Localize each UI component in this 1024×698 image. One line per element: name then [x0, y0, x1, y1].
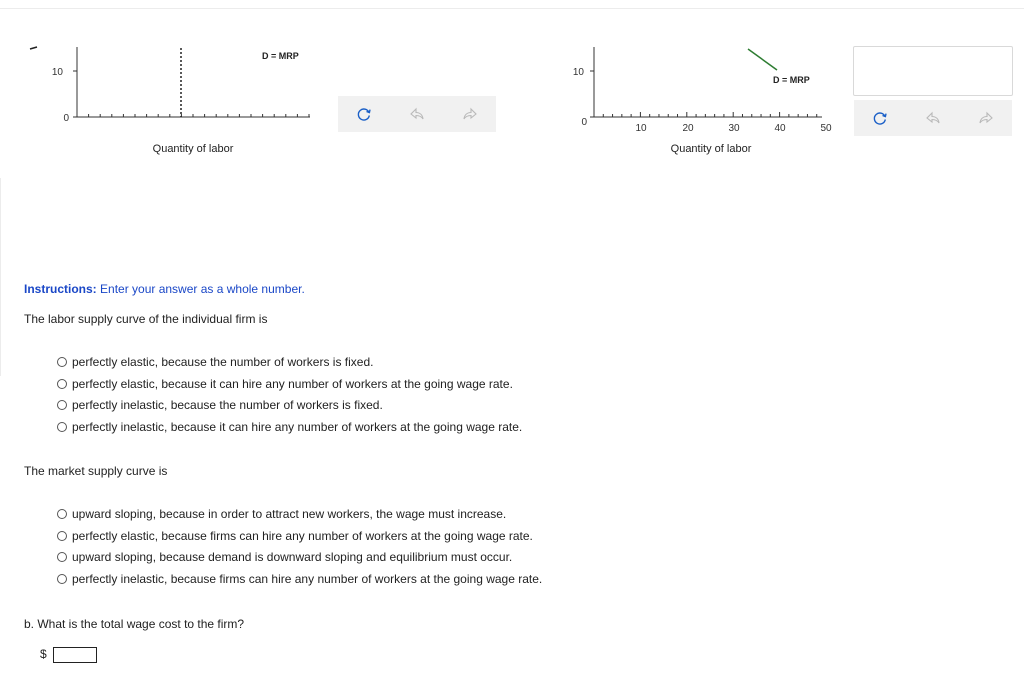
total-wage-cost-input[interactable]: [53, 647, 97, 663]
right-graph[interactable]: [0, 0, 850, 175]
option-label: perfectly inelastic, because firms can hire any number of workers at the going wage rate.: [72, 571, 543, 586]
right-x-tick-label-10: 10: [635, 123, 647, 134]
redo-icon: [978, 110, 994, 126]
right-x-tick-label-40: 40: [774, 123, 786, 134]
right-x-tick-label-20: 20: [682, 123, 694, 134]
right-demand-label: D = MRP: [773, 75, 810, 85]
left-y-tick-label-0: 0: [63, 113, 69, 124]
option-label: upward sloping, because in order to attract new workers, the wage must increase.: [72, 506, 507, 521]
left-x-axis-label: Quantity of labor: [152, 143, 234, 155]
question1-prompt: The labor supply curve of the individual firm is: [24, 312, 268, 326]
question1-option[interactable]: [57, 373, 522, 395]
radio-button[interactable]: [57, 509, 67, 519]
question2-option[interactable]: [57, 546, 542, 568]
question1-option[interactable]: [57, 351, 522, 373]
radio-button[interactable]: [57, 574, 67, 584]
question2-option[interactable]: [57, 568, 542, 590]
question2-option[interactable]: [57, 503, 542, 525]
radio-button[interactable]: [57, 552, 67, 562]
question2-prompt: The market supply curve is: [24, 464, 168, 478]
question3-prompt: b. What is the total wage cost to the firm?: [24, 617, 245, 631]
option-label: perfectly elastic, because firms can hire any number of workers at the going wage rate.: [72, 528, 533, 543]
right-x-axis-label: Quantity of labor: [670, 143, 752, 155]
right-x-tick-label-50: 50: [820, 123, 832, 134]
option-label: perfectly elastic, because it can hire any number of workers at the going wage rate.: [72, 376, 513, 391]
question2-options: [57, 503, 542, 590]
instructions: [24, 282, 305, 296]
reset-icon: [872, 110, 888, 126]
right-undo-button[interactable]: [922, 107, 944, 129]
right-demand-curve[interactable]: [748, 49, 777, 70]
radio-button[interactable]: [57, 531, 67, 541]
left-divider: [0, 178, 1, 376]
option-label: perfectly inelastic, because the number of workers is fixed.: [72, 398, 383, 413]
question1-options: [57, 351, 522, 438]
question2-option[interactable]: [57, 525, 542, 547]
undo-icon: [925, 110, 941, 126]
right-y-tick-label-10: 10: [572, 67, 584, 78]
question1-option[interactable]: [57, 394, 522, 416]
right-x-minor-ticks: [603, 112, 816, 117]
right-graph-toolbar: [854, 100, 1012, 136]
right-redo-button[interactable]: [975, 107, 997, 129]
radio-button[interactable]: [57, 357, 67, 367]
option-label: upward sloping, because demand is downward sloping and equilibrium must occur.: [72, 550, 513, 565]
radio-button[interactable]: [57, 422, 67, 432]
right-reset-button[interactable]: [869, 107, 891, 129]
instructions-prefix: Instructions:: [24, 282, 97, 296]
right-y-tick-label-0: 0: [581, 117, 587, 128]
radio-button[interactable]: [57, 379, 67, 389]
option-label: perfectly elastic, because the number of workers is fixed.: [72, 354, 374, 369]
left-demand-label: D = MRP: [262, 51, 299, 61]
right-graph-svg[interactable]: [0, 0, 850, 170]
instructions-text: Enter your answer as a whole number.: [100, 282, 305, 296]
option-label: perfectly inelastic, because it can hire any number of workers at the going wage rate.: [72, 419, 523, 434]
radio-button[interactable]: [57, 400, 67, 410]
right-x-tick-label-30: 30: [728, 123, 740, 134]
question1-option[interactable]: [57, 416, 522, 438]
left-y-tick-label-10: 10: [51, 67, 63, 78]
currency-symbol: $: [40, 647, 47, 661]
graph-answer-box[interactable]: [853, 46, 1013, 96]
